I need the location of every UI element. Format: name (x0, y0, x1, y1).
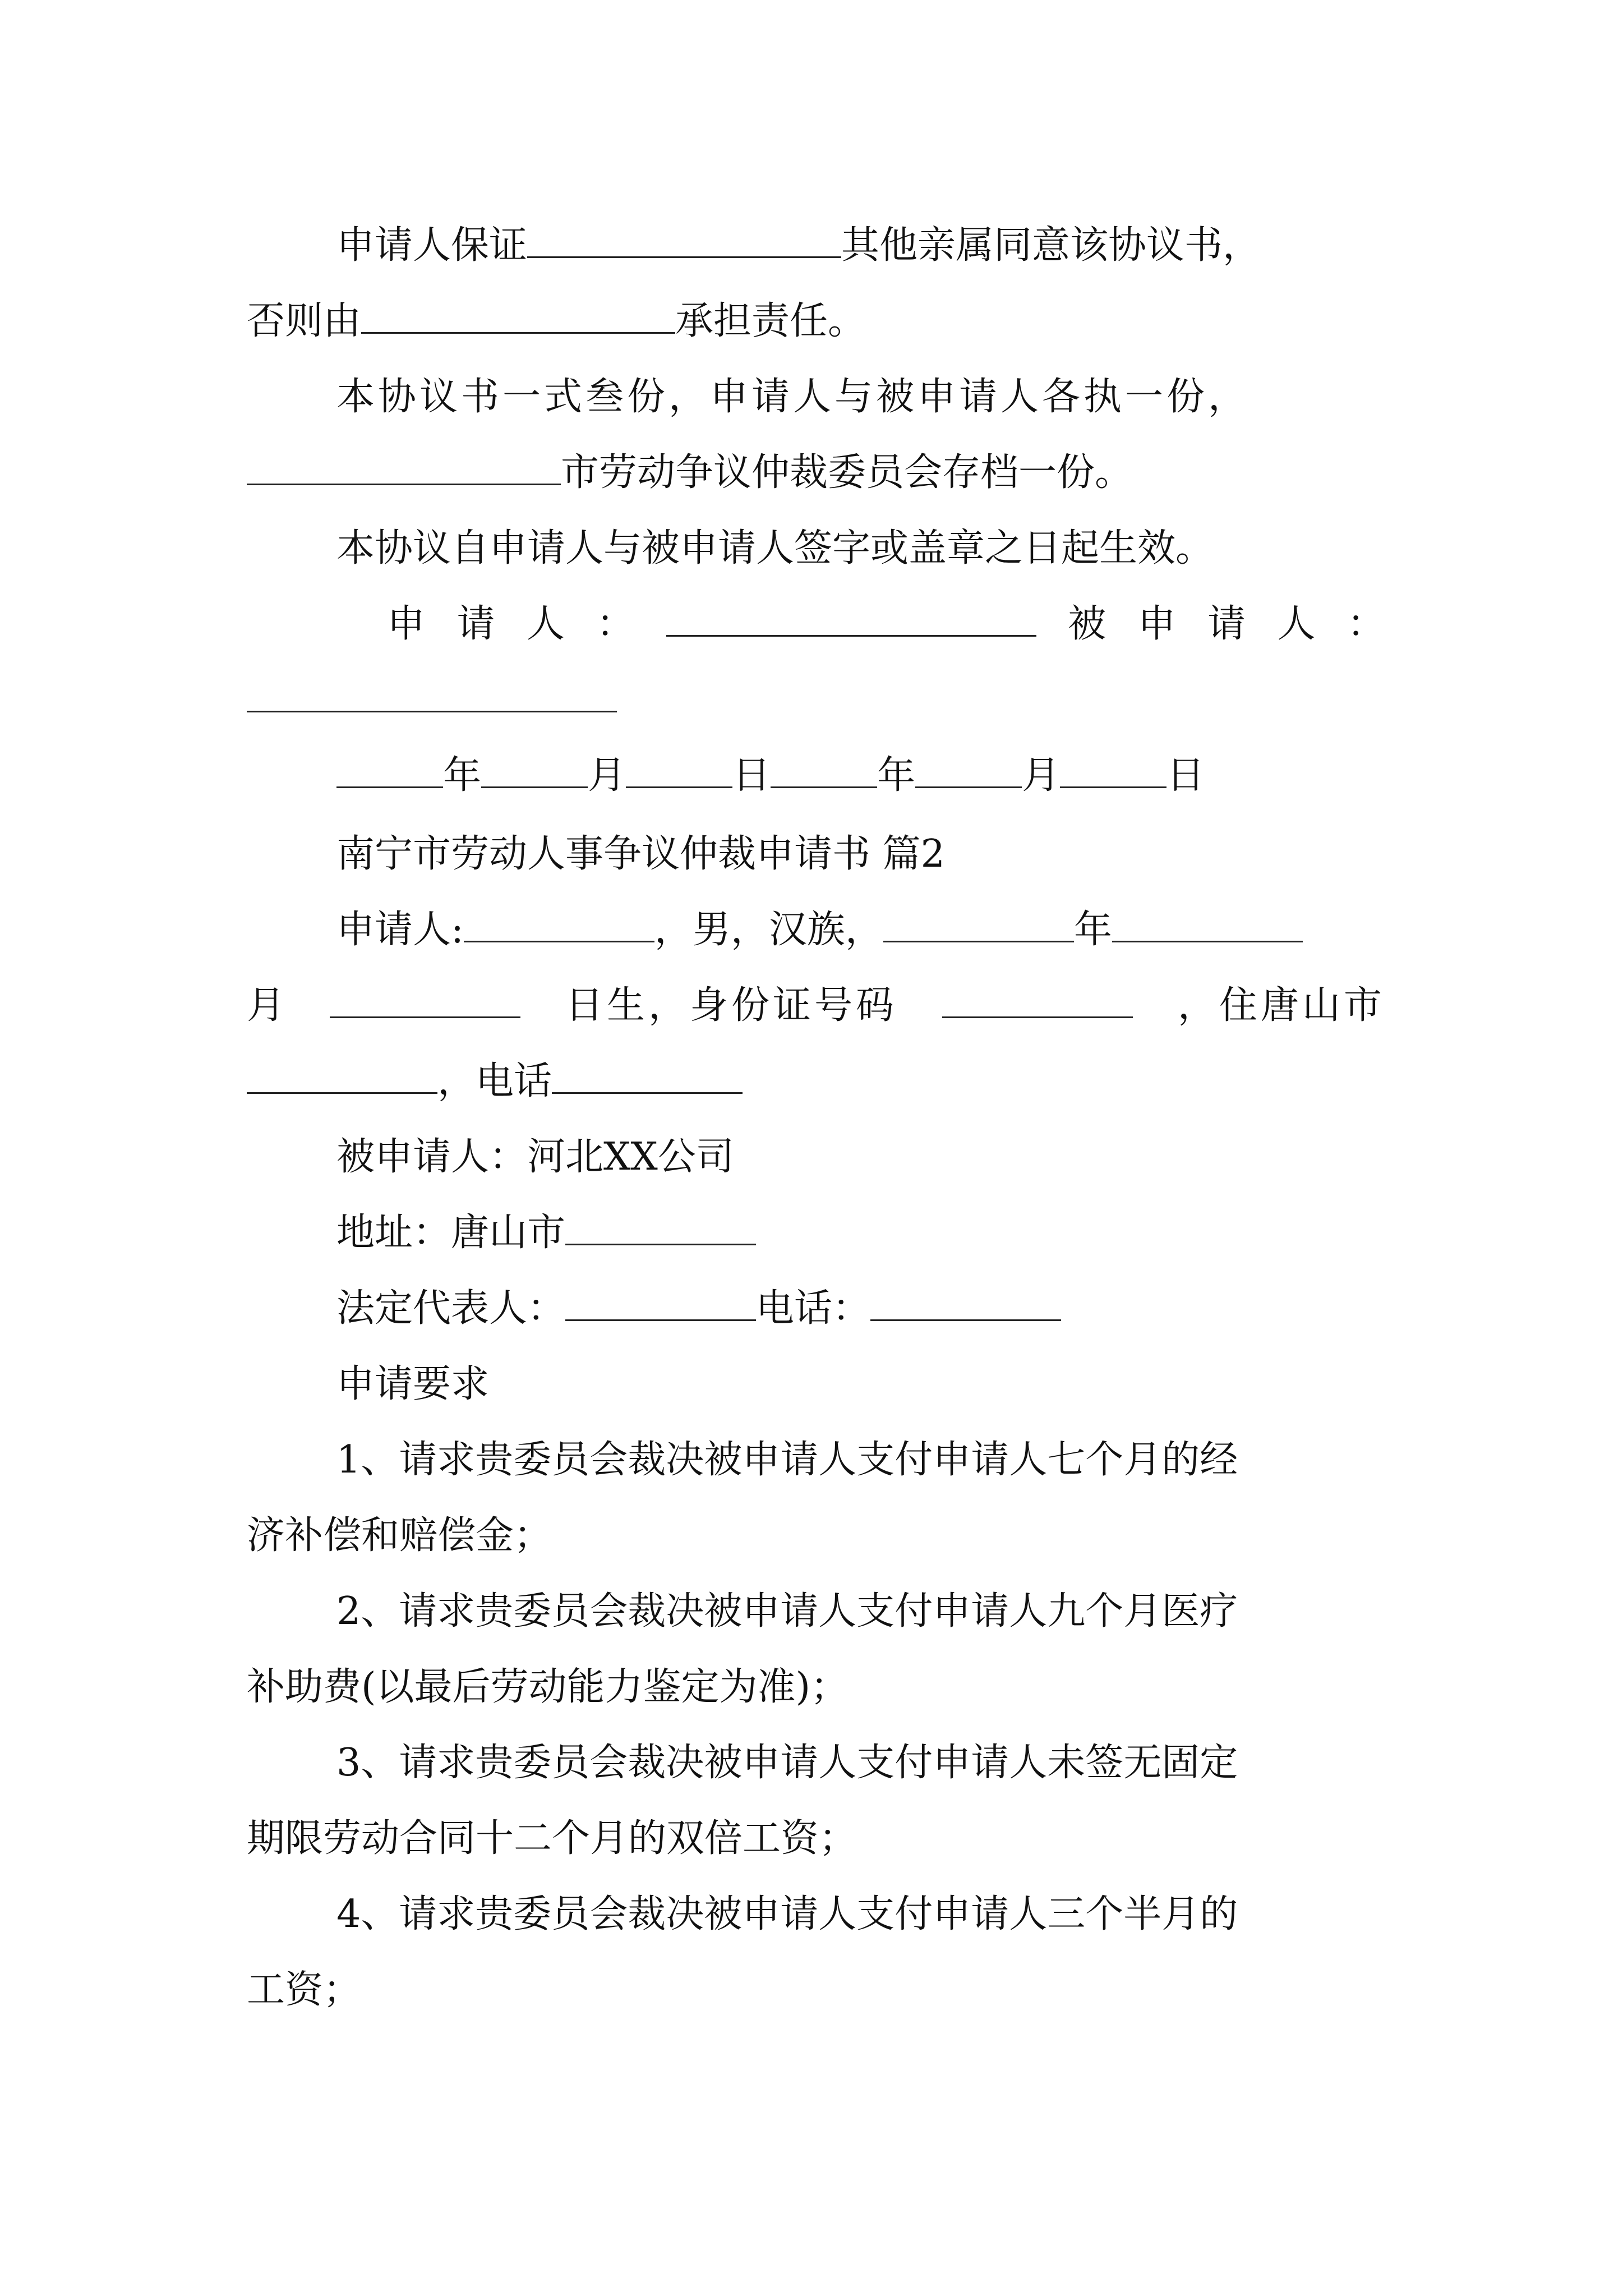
request-1-line-1: 1、请求贵委员会裁决被申请人支付申请人七个月的经 (336, 1438, 1238, 1482)
text-segment: 年 (443, 753, 482, 798)
text-segment: 年 (1073, 908, 1112, 952)
request-1-line-2: 济补偿和赔偿金； (247, 1513, 552, 1558)
archive-line (247, 446, 1385, 500)
text-segment: 月 (588, 753, 626, 798)
request-4-line-1: 4、请求贵委员会裁决被申请人支付申请人三个半月的 (336, 1892, 1238, 1936)
text-char: 人 (526, 602, 565, 646)
guarantee-line (336, 219, 1385, 273)
fill-blank (361, 296, 675, 334)
fill-blank (870, 1283, 1061, 1321)
fill-blank (942, 981, 1133, 1018)
fill-blank (626, 751, 732, 788)
text-segment: 日 (1166, 753, 1205, 798)
section-title: 南宁市劳动人事争议仲裁申请书 篇2 (336, 832, 945, 876)
copies-line: 本协议书一式叁份，申请人与被申请人各执一份， (336, 375, 1250, 419)
fill-blank (915, 751, 1022, 788)
text-segment: 电话： (756, 1286, 871, 1331)
signature-blank-line (247, 673, 1385, 727)
respondent-line: 被申请人：河北XX公司 (336, 1135, 734, 1179)
text-segment: 日 (732, 753, 771, 798)
address-line (336, 1206, 1385, 1260)
text-char: 请 (457, 602, 495, 646)
text-segment: 日生，身份证号码 (565, 983, 897, 1028)
text-segment: 申请人: (336, 908, 464, 952)
text-char: 申 (387, 602, 426, 646)
text-segment: 月 (1022, 753, 1061, 798)
text-segment: ，电话 (437, 1059, 552, 1103)
request-3-line-2: 期限劳动合同十二个月的双倍工资； (247, 1816, 857, 1861)
fill-blank (565, 1283, 756, 1321)
text-segment: 法定代表人： (336, 1286, 566, 1331)
fill-blank (247, 1056, 437, 1094)
request-4-line-2: 工资； (247, 1968, 362, 2012)
text-segment: 申请人保证 (336, 223, 528, 268)
fill-blank (771, 751, 877, 788)
text-segment: 其他亲属同意该协议书， (841, 223, 1261, 268)
text-char: 申 (1137, 602, 1176, 646)
birth-id-line (247, 979, 1385, 1033)
request-2-line-2: 补助费(以最后劳动能力鉴定为准)； (247, 1665, 849, 1709)
text-char: ： (596, 602, 635, 646)
text-segment: 否则由 (247, 299, 362, 343)
phone-line (247, 1055, 1385, 1108)
fill-blank (247, 448, 561, 485)
fill-blank (666, 599, 1036, 637)
text-char: 人 (1277, 602, 1316, 646)
text-segment: ，男，汉族， (654, 908, 883, 952)
text-segment: 月 (247, 983, 285, 1028)
text-char: 被 (1068, 602, 1106, 646)
text-segment: 市劳动争议仲裁委员会存档一份。 (561, 450, 1133, 495)
request-2-line-1: 2、请求贵委员会裁决被申请人支付申请人九个月医疗 (336, 1589, 1238, 1634)
fill-blank (1060, 751, 1166, 788)
text-char: 请 (1207, 602, 1246, 646)
responsibility-line (247, 295, 1385, 348)
fill-blank (247, 675, 617, 712)
fill-blank (527, 220, 841, 258)
fill-blank (336, 751, 443, 788)
text-segment: ，住唐山市 (1177, 983, 1385, 1028)
fill-blank (883, 905, 1074, 942)
date-line (336, 749, 1290, 803)
requests-heading: 申请要求 (336, 1362, 490, 1406)
text-segment: 地址：唐山市 (336, 1211, 566, 1255)
effective-line: 本协议自申请人与被申请人签字或盖章之日起生效。 (336, 526, 1214, 570)
fill-blank (330, 981, 520, 1018)
fill-blank (481, 751, 588, 788)
text-segment: 承担责任。 (675, 299, 866, 343)
signature-line (387, 597, 1385, 651)
fill-blank (565, 1208, 756, 1245)
text-char: ： (1347, 602, 1385, 646)
request-3-line-1: 3、请求贵委员会裁决被申请人支付申请人未签无固定 (336, 1741, 1238, 1785)
legal-rep-line (336, 1282, 1385, 1336)
fill-blank (464, 905, 654, 942)
fill-blank (552, 1056, 743, 1094)
text-segment: 年 (877, 753, 916, 798)
applicant-line (336, 903, 1385, 957)
fill-blank (1112, 905, 1303, 942)
